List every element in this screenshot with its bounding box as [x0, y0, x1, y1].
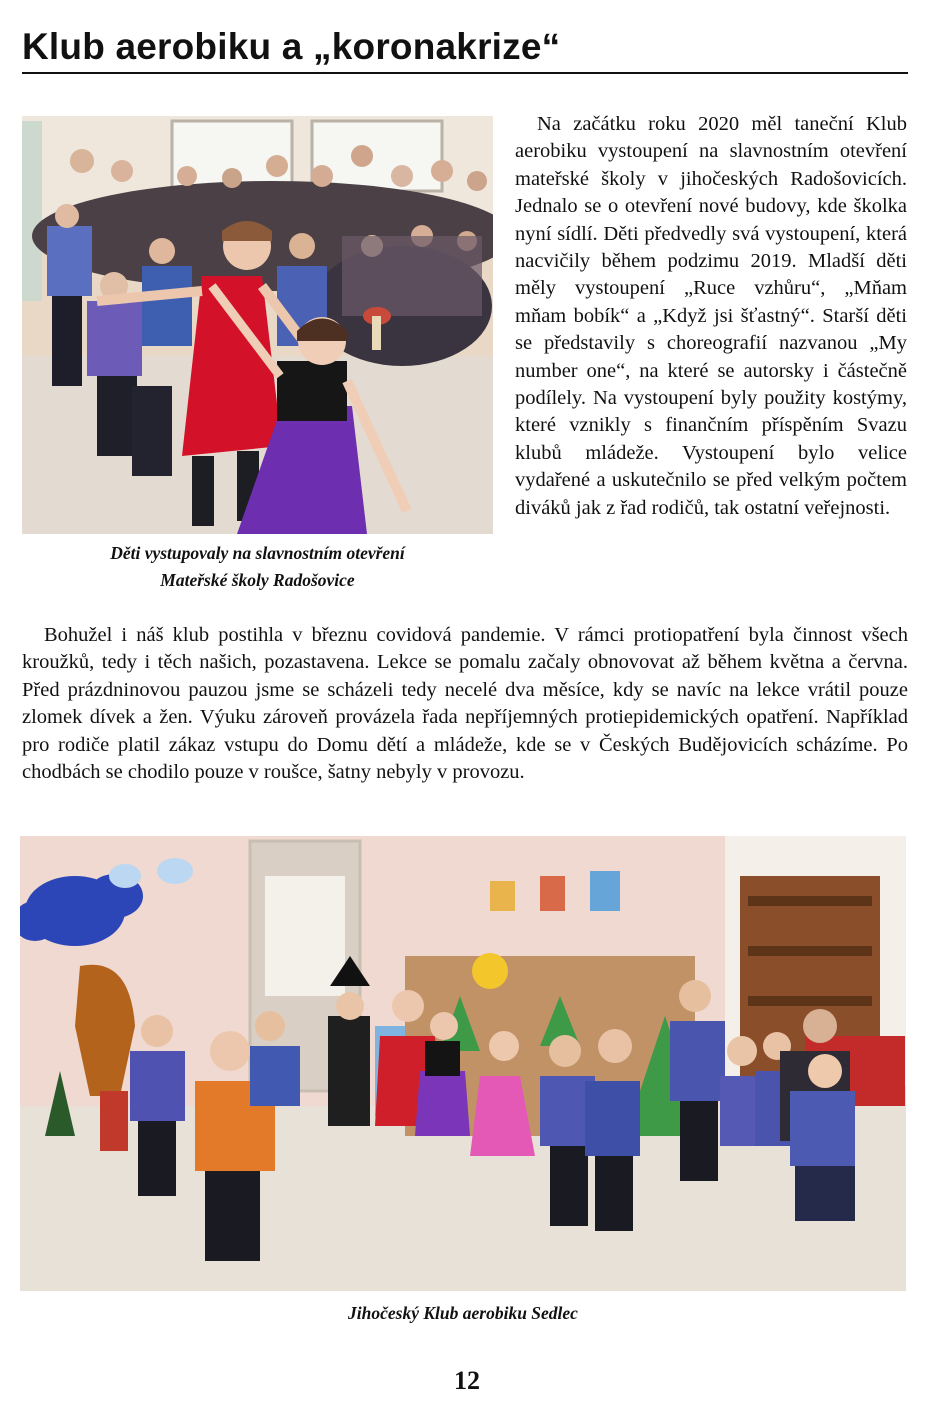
photo-caption-2: Jihočeský Klub aerobiku Sedlec — [348, 1303, 578, 1323]
title-underline — [22, 72, 908, 74]
photo-caption-1 — [22, 540, 493, 594]
body-text — [22, 622, 908, 786]
photo-kindergarten-opening — [22, 116, 493, 534]
photo-aerobic-club-group — [20, 836, 906, 1291]
intro-text-column — [515, 111, 907, 522]
second-paragraph: Bohužel i náš klub postihla v březnu covidová pandemie. V rámci protiopatření byla činnost všech kroužků, tedy i těch našich, pozastavena. Lekce se pomalu začaly obnovovat až během května a června. Před prázdninovou pauzou jsme se scházeli tedy necelé dva měsíce, kdy se navíc na lekce vrátil pouze zlomek dívek a žen. Výuku zároveň provázela řada nepříjemných protiepidemických opatření. Například pro rodiče platil zákaz vstupu do Domu dětí a mládeže, kde se v Českých Budějovicích scházíme. Po chodbách se chodilo pouze v roušce, šatny nebyly v provozu. — [22, 624, 908, 784]
article-title: Klub aerobiku a „koronakrize“ — [22, 26, 561, 67]
intro-paragraph: Na začátku roku 2020 měl taneční Klub aerobiku vystoupení na slavnostním otevření mateřské školy v jihočeských Radošovicích. Jednalo se o otevření nové budovy, kde školka nyní sídlí. Děti předvedly svá vystoupení, která nacvičily během podzimu 2019. Mladší děti měly vystoupení „Ruce vzhůru“, „Mňam mňam bobík“ a „Když jsi šťastný“. Starší děti se představily s choreografií nazvanou „My number one“, na které se autorsky i částečně podílely. Na vystoupení byly použity kostýmy, které vznikly s finančním příspěním Svazu klubů mládeže. Vystoupení bylo velice vydařené a uskutečnilo se před velkým počtem diváků jak z řad rodičů, tak ostatní veřejnosti. — [515, 113, 907, 519]
caption-line-2: Mateřské školy Radošovice — [160, 570, 355, 590]
caption-line-1: Děti vystupovaly na slavnostním otevření — [110, 543, 405, 563]
page-number: 12 — [454, 1366, 480, 1395]
